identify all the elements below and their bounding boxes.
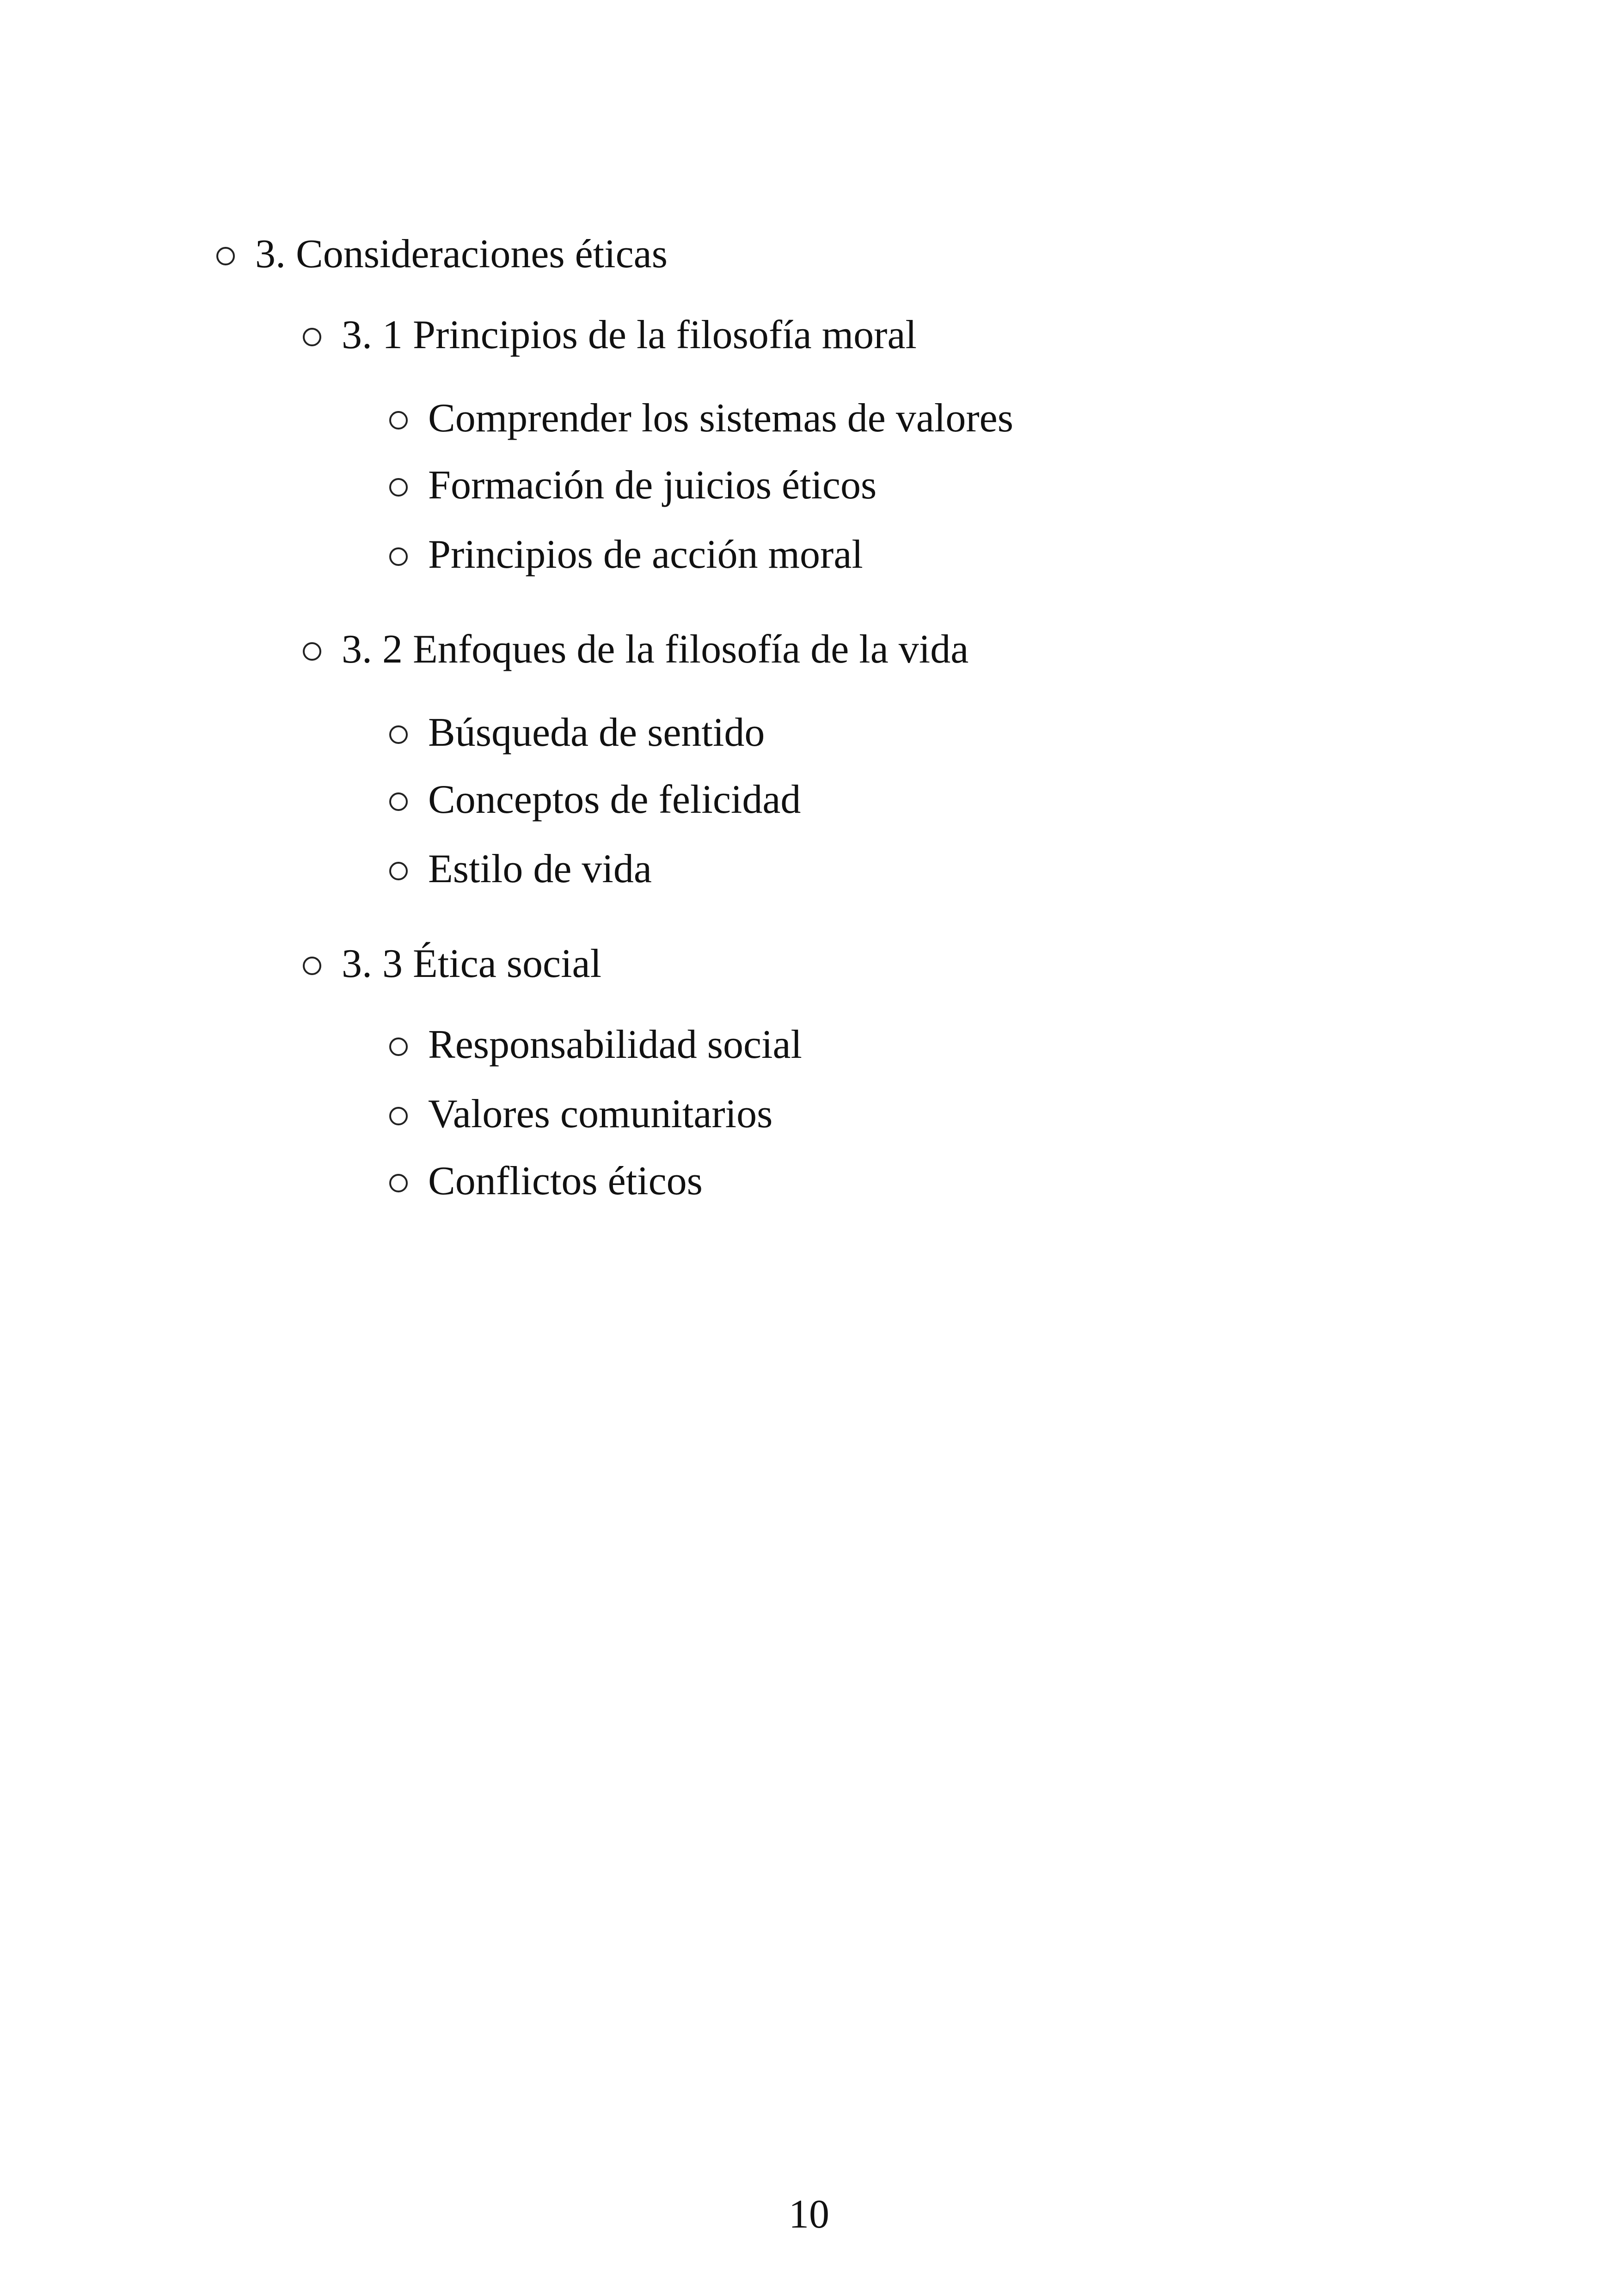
hollow-circle-bullet-icon: [389, 1174, 408, 1192]
item-text: Principios de acción moral: [428, 532, 863, 577]
outline-item: [389, 1022, 802, 1068]
hollow-circle-bullet-icon: [303, 957, 321, 975]
item-text: Conceptos de felicidad: [428, 777, 801, 822]
hollow-circle-bullet-icon: [303, 642, 321, 661]
item-text: Formación de juicios éticos: [428, 463, 877, 508]
item-text: Responsabilidad social: [428, 1022, 802, 1067]
outline-item: [389, 395, 1013, 442]
outline-item: [389, 1158, 703, 1204]
hollow-circle-bullet-icon: [216, 247, 235, 265]
item-text: Conflictos éticos: [428, 1159, 703, 1203]
section-title: 3. Consideraciones éticas: [255, 232, 668, 276]
subsection-title: 3. 2 Enfoques de la filosofía de la vida: [342, 627, 969, 672]
outline-item: [389, 462, 876, 509]
item-text: Estilo de vida: [428, 847, 652, 891]
hollow-circle-bullet-icon: [389, 725, 408, 744]
hollow-circle-bullet-icon: [389, 1037, 408, 1056]
outline-item: [389, 532, 863, 578]
outline-subsection: [303, 941, 601, 987]
outline-item: [389, 846, 652, 892]
hollow-circle-bullet-icon: [389, 547, 408, 566]
page-number: 10: [789, 2192, 829, 2237]
hollow-circle-bullet-icon: [389, 411, 408, 430]
hollow-circle-bullet-icon: [389, 1107, 408, 1125]
hollow-circle-bullet-icon: [389, 792, 408, 811]
item-text: Valores comunitarios: [428, 1092, 773, 1136]
hollow-circle-bullet-icon: [303, 328, 321, 346]
outline-subsection: [303, 626, 968, 673]
outline-subsection: [303, 312, 917, 358]
outline-item: [389, 1091, 772, 1137]
outline-item: [389, 710, 765, 756]
hollow-circle-bullet-icon: [389, 862, 408, 880]
outline-section: [216, 231, 668, 277]
hollow-circle-bullet-icon: [389, 478, 408, 497]
subsection-title: 3. 3 Ética social: [342, 941, 602, 986]
outline-item: [389, 777, 801, 823]
item-text: Comprender los sistemas de valores: [428, 396, 1013, 441]
subsection-title: 3. 1 Principios de la filosofía moral: [342, 313, 917, 357]
item-text: Búsqueda de sentido: [428, 710, 765, 755]
